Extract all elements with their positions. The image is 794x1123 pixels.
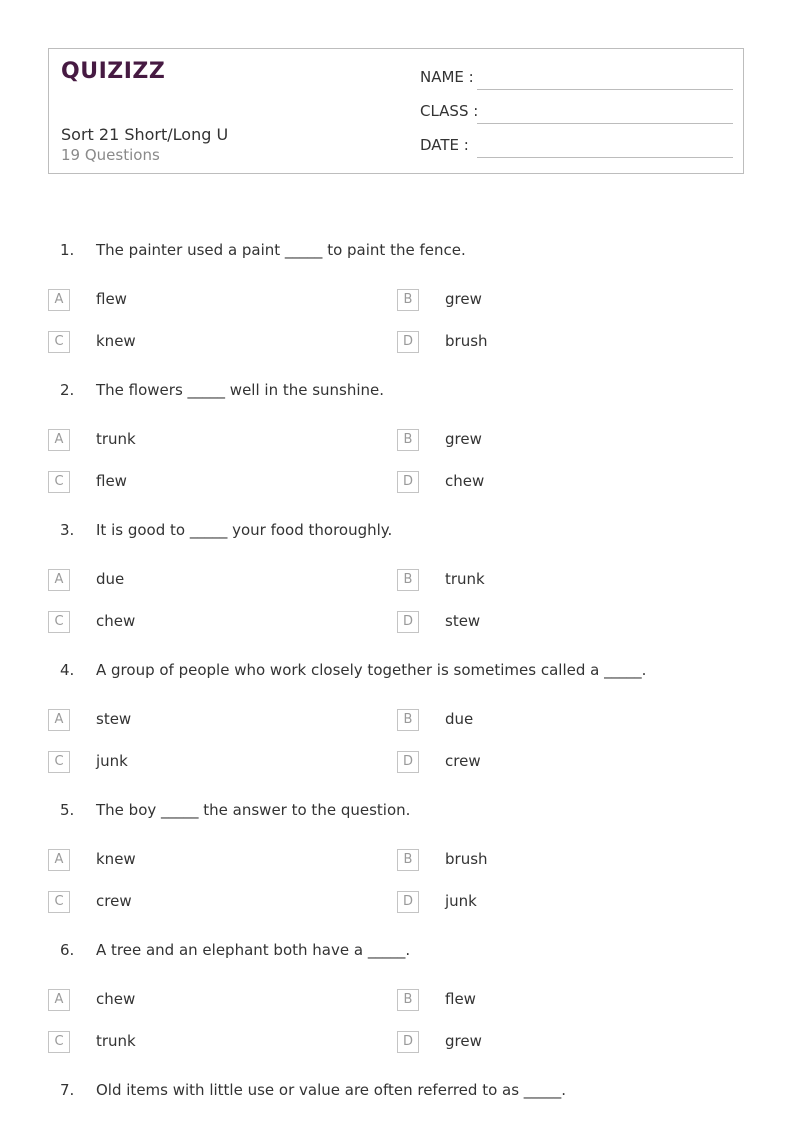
option-letter-box[interactable]: B	[397, 289, 419, 311]
option-text: flew	[445, 990, 476, 1008]
option-text: due	[445, 710, 474, 728]
class-field[interactable]	[420, 100, 733, 124]
option-letter-box[interactable]: C	[48, 891, 70, 913]
option-text: grew	[445, 430, 482, 448]
option-text: trunk	[96, 1032, 136, 1050]
option-letter-box[interactable]: D	[397, 751, 419, 773]
option-letter-box[interactable]: D	[397, 611, 419, 633]
question-text: A tree and an elephant both have a _____.	[96, 941, 411, 959]
question-number: 2.	[60, 381, 75, 399]
option-text: junk	[96, 752, 128, 770]
question-text: Old items with little use or value are often referred to as _____.	[96, 1081, 567, 1099]
option-letter-box[interactable]: B	[397, 429, 419, 451]
question-text: A group of people who work closely together is sometimes called a _____.	[96, 661, 647, 679]
option-text: chew	[445, 472, 485, 490]
question-text: The boy _____ the answer to the question.	[96, 801, 411, 819]
option-text: knew	[96, 332, 136, 350]
option-letter-box[interactable]: C	[48, 471, 70, 493]
option-letter-box[interactable]: D	[397, 471, 419, 493]
question-text: It is good to _____ your food thoroughly.	[96, 521, 393, 539]
option-text: junk	[445, 892, 477, 910]
question-count: 19 Questions	[61, 146, 160, 164]
question-number: 7.	[60, 1081, 75, 1099]
date-label: DATE :	[420, 136, 469, 154]
option-text: brush	[445, 332, 488, 350]
question-text: The flowers _____ well in the sunshine.	[96, 381, 385, 399]
option-text: crew	[445, 752, 481, 770]
option-text: stew	[445, 612, 481, 630]
option-text: due	[96, 570, 125, 588]
option-text: grew	[445, 1032, 482, 1050]
option-text: stew	[96, 710, 132, 728]
option-letter-box[interactable]: C	[48, 1031, 70, 1053]
question-number: 5.	[60, 801, 75, 819]
question-number: 6.	[60, 941, 75, 959]
date-field[interactable]	[420, 134, 733, 158]
option-letter-box[interactable]: B	[397, 849, 419, 871]
option-letter-box[interactable]: A	[48, 989, 70, 1011]
option-letter-box[interactable]: A	[48, 849, 70, 871]
option-letter-box[interactable]: D	[397, 331, 419, 353]
option-letter-box[interactable]: A	[48, 429, 70, 451]
option-letter-box[interactable]: A	[48, 569, 70, 591]
name-label: NAME :	[420, 68, 474, 86]
question-text: The painter used a paint _____ to paint the fence.	[96, 241, 466, 259]
option-letter-box[interactable]: B	[397, 569, 419, 591]
option-text: trunk	[96, 430, 136, 448]
name-field[interactable]	[420, 66, 733, 90]
option-letter-box[interactable]: A	[48, 709, 70, 731]
option-text: trunk	[445, 570, 485, 588]
question-number: 3.	[60, 521, 75, 539]
worksheet-header	[48, 48, 744, 174]
option-text: flew	[96, 472, 127, 490]
option-letter-box[interactable]: D	[397, 1031, 419, 1053]
option-text: brush	[445, 850, 488, 868]
date-line[interactable]	[477, 157, 733, 158]
option-text: chew	[96, 612, 136, 630]
option-letter-box[interactable]: C	[48, 611, 70, 633]
option-text: knew	[96, 850, 136, 868]
option-letter-box[interactable]: C	[48, 331, 70, 353]
option-letter-box[interactable]: C	[48, 751, 70, 773]
worksheet-title: Sort 21 Short/Long U	[61, 125, 229, 144]
option-letter-box[interactable]: A	[48, 289, 70, 311]
option-letter-box[interactable]: B	[397, 989, 419, 1011]
option-text: chew	[96, 990, 136, 1008]
question-number: 4.	[60, 661, 75, 679]
question-number: 1.	[60, 241, 75, 259]
option-letter-box[interactable]: D	[397, 891, 419, 913]
class-label: CLASS :	[420, 102, 479, 120]
option-text: crew	[96, 892, 132, 910]
name-line[interactable]	[477, 89, 733, 90]
option-text: grew	[445, 290, 482, 308]
option-text: flew	[96, 290, 127, 308]
option-letter-box[interactable]: B	[397, 709, 419, 731]
class-line[interactable]	[477, 123, 733, 124]
quizizz-logo: QUIZIZZ	[61, 59, 166, 84]
